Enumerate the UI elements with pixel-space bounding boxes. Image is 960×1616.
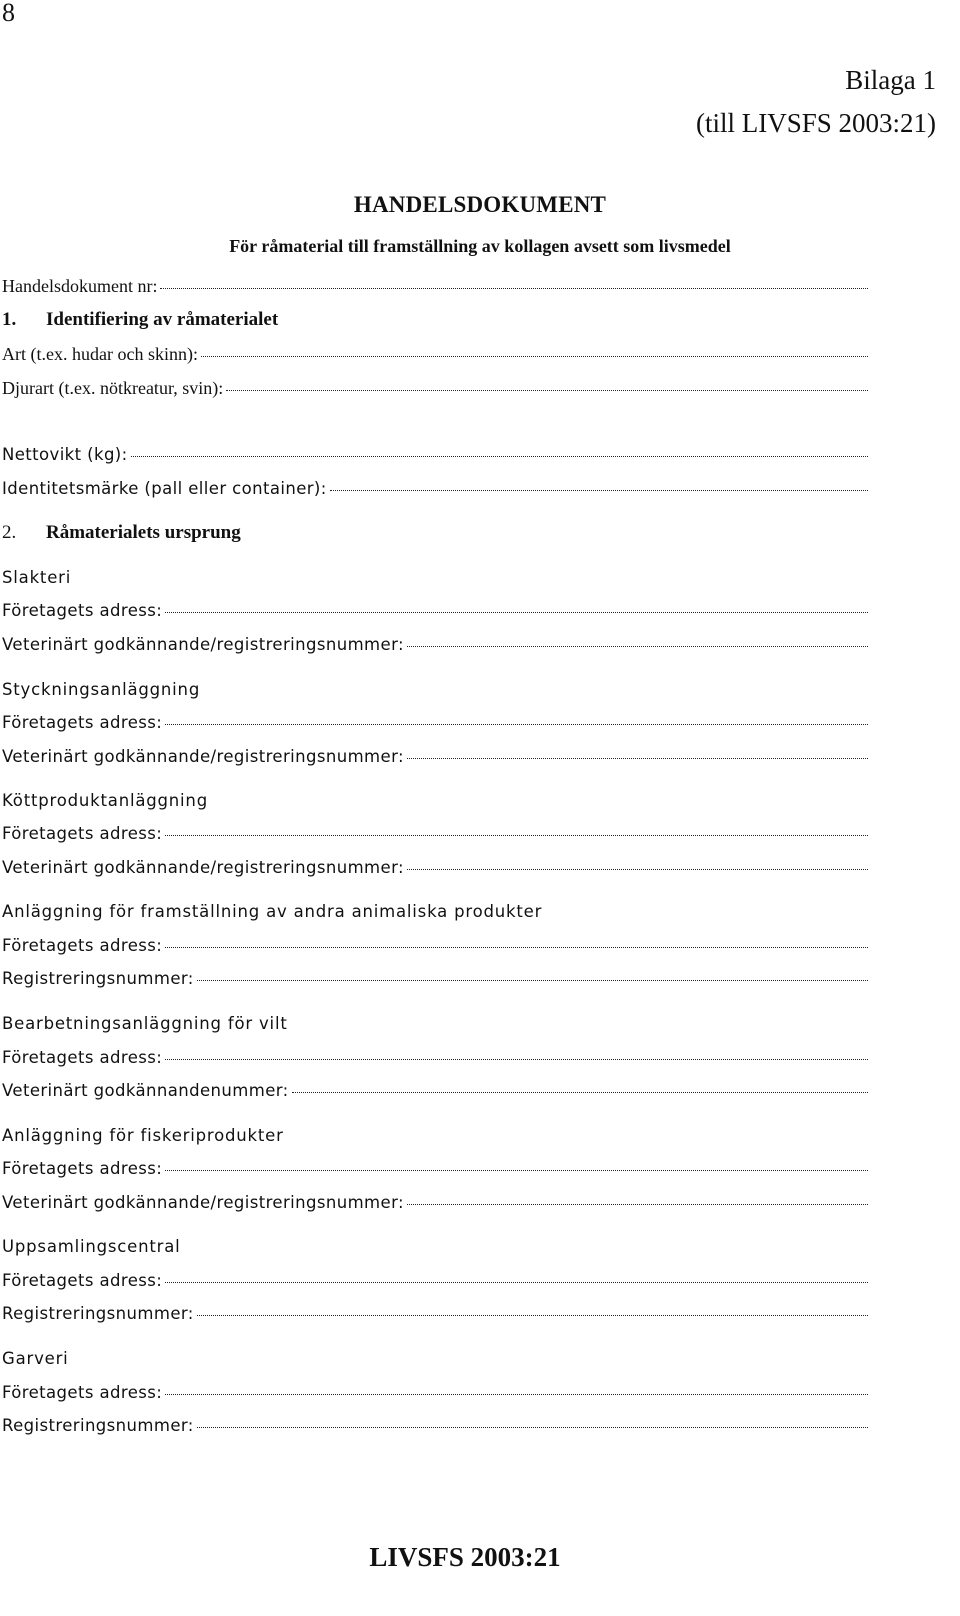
fill-line xyxy=(165,946,868,948)
field-label: Företagets adress: xyxy=(2,601,163,620)
field-label: Registreringsnummer: xyxy=(2,969,194,988)
field-label: Företagets adress: xyxy=(2,1159,163,1178)
field-label: Nettovikt (kg): xyxy=(2,445,128,464)
field-styckning-number[interactable] xyxy=(2,746,868,768)
section-1-heading xyxy=(2,309,278,331)
field-art[interactable] xyxy=(2,343,868,365)
field-label: Veterinärt godkännande/registreringsnummer: xyxy=(2,747,404,766)
field-garveri-address[interactable] xyxy=(2,1382,868,1404)
fill-line xyxy=(407,868,868,870)
field-fiskeri-number[interactable] xyxy=(2,1192,868,1214)
page-footer: LIVSFS 2003:21 xyxy=(369,1542,561,1572)
group-heading-vilt: Bearbetningsanläggning för vilt xyxy=(2,1014,288,1033)
fill-line xyxy=(197,1426,868,1428)
field-label: Företagets adress: xyxy=(2,1048,163,1067)
field-kottprodukt-number[interactable] xyxy=(2,857,868,879)
page-number: 8 xyxy=(2,0,15,27)
fill-line xyxy=(407,1203,868,1205)
field-fiskeri-address[interactable] xyxy=(2,1158,868,1180)
fill-line xyxy=(165,611,868,613)
fill-line xyxy=(201,355,868,357)
field-uppsamling-number[interactable] xyxy=(2,1303,868,1325)
field-label: Företagets adress: xyxy=(2,1383,163,1402)
field-andra-animaliska-address[interactable] xyxy=(2,935,868,957)
field-nettovikt[interactable] xyxy=(2,444,868,466)
field-djurart-continued[interactable] xyxy=(2,410,868,412)
fill-line xyxy=(292,1091,868,1093)
field-kottprodukt-address[interactable] xyxy=(2,823,868,845)
section-2-heading xyxy=(2,522,241,544)
fill-line xyxy=(330,489,868,491)
field-andra-animaliska-number[interactable] xyxy=(2,968,868,990)
field-garveri-number[interactable] xyxy=(2,1415,868,1437)
doc-number-label: Handelsdokument nr: xyxy=(2,276,158,296)
field-label: Veterinärt godkännandenummer: xyxy=(2,1081,289,1100)
annex-title: Bilaga 1 xyxy=(845,65,936,95)
fill-line xyxy=(165,1169,868,1171)
group-heading-kottprodukt: Köttproduktanläggning xyxy=(2,791,208,810)
field-djurart[interactable] xyxy=(2,377,868,399)
fill-line xyxy=(165,1393,868,1395)
group-heading-andra-animaliska: Anläggning för framställning av andra animaliska produkter xyxy=(2,902,543,921)
fill-line xyxy=(407,645,868,647)
field-label: Företagets adress: xyxy=(2,824,163,843)
fill-line xyxy=(226,389,868,391)
field-vilt-number[interactable] xyxy=(2,1080,868,1102)
field-vilt-address[interactable] xyxy=(2,1047,868,1069)
field-uppsamling-address[interactable] xyxy=(2,1270,868,1292)
fill-line xyxy=(131,455,868,457)
fill-line xyxy=(197,979,868,981)
doc-number-field[interactable] xyxy=(2,275,868,297)
document-title: HANDELSDOKUMENT xyxy=(353,192,607,217)
field-label: Art (t.ex. hudar och skinn): xyxy=(2,344,198,364)
section-1-number: 1. xyxy=(2,309,17,330)
document-subtitle: För råmaterial till framställning av kollagen avsett som livsmedel xyxy=(229,236,731,256)
group-heading-slakteri: Slakteri xyxy=(2,568,72,587)
field-identitetsmarke[interactable] xyxy=(2,478,868,500)
annex-reference: (till LIVSFS 2003:21) xyxy=(695,108,936,138)
field-label: Företagets adress: xyxy=(2,713,163,732)
fill-line xyxy=(407,757,868,759)
field-label: Registreringsnummer: xyxy=(2,1304,194,1323)
fill-line xyxy=(165,1281,868,1283)
group-heading-styckning: Styckningsanläggning xyxy=(2,680,201,699)
field-label: Veterinärt godkännande/registreringsnummer: xyxy=(2,858,404,877)
section-2-number: 2. xyxy=(2,522,17,543)
section-2-title: Råmaterialets ursprung xyxy=(46,522,241,543)
field-label: Djurart (t.ex. nötkreatur, svin): xyxy=(2,378,224,398)
field-slakteri-address[interactable] xyxy=(2,600,868,622)
fill-line xyxy=(165,834,868,836)
field-label: Identitetsmärke (pall eller container): xyxy=(2,479,327,498)
fill-line xyxy=(165,1058,868,1060)
field-label: Registreringsnummer: xyxy=(2,1416,194,1435)
fill-line xyxy=(160,287,868,289)
field-slakteri-number[interactable] xyxy=(2,634,868,656)
fill-line xyxy=(197,1314,868,1316)
group-heading-garveri: Garveri xyxy=(2,1349,69,1368)
field-label: Veterinärt godkännande/registreringsnummer: xyxy=(2,635,404,654)
group-heading-uppsamling: Uppsamlingscentral xyxy=(2,1237,181,1256)
field-label: Företagets adress: xyxy=(2,936,163,955)
fill-line xyxy=(165,723,868,725)
field-styckning-address[interactable] xyxy=(2,712,868,734)
field-label: Veterinärt godkännande/registreringsnummer: xyxy=(2,1193,404,1212)
field-label: Företagets adress: xyxy=(2,1271,163,1290)
section-1-title: Identifiering av råmaterialet xyxy=(46,309,279,330)
group-heading-fiskeri: Anläggning för fiskeriprodukter xyxy=(2,1126,284,1145)
